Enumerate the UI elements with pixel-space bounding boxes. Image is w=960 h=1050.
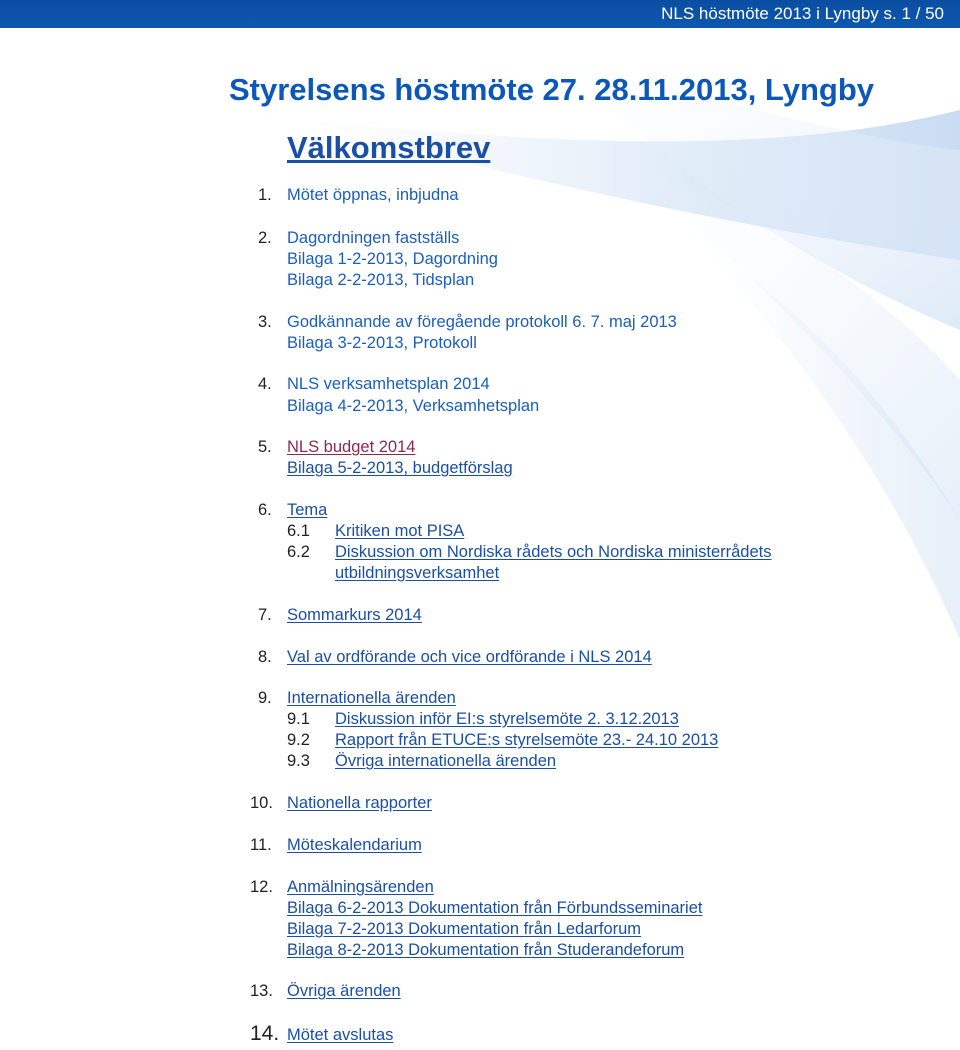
agenda-item-9-number: 9. [258,689,272,707]
attachment-link[interactable]: Bilaga 5-2-2013, budgetförslag [287,459,513,477]
agenda-item-6-link[interactable]: Tema [287,501,328,519]
agenda-item-2-title: Dagordningen fastställs [287,229,460,247]
header-text: NLS höstmöte 2013 i Lyngby s. 1 / 50 [661,4,944,23]
subitem-link[interactable]: Övriga internationella ärenden [335,752,557,770]
attachment-link[interactable]: Bilaga 2-2-2013, Tidsplan [287,271,475,289]
attachment-link[interactable]: Bilaga 8-2-2013 Dokumentation från Studerandeforum [287,941,685,959]
document-title: Styrelsens höstmöte 27. 28.11.2013, Lyngby [229,72,874,107]
agenda-item-7-link[interactable]: Sommarkurs 2014 [287,606,422,624]
agenda-item-14-link[interactable]: Mötet avslutas [287,1026,394,1044]
agenda-item-8-link[interactable]: Val av ordförande och vice ordförande i NLS 2014 [287,648,652,666]
agenda-item-5-link[interactable]: NLS budget 2014 [287,438,416,456]
agenda-item-13-link[interactable]: Övriga ärenden [287,982,401,1000]
subitem-number: 9.2 [287,731,310,749]
agenda-item-14-number: 14. [250,1022,280,1045]
agenda-item-3-title: Godkännande av föregående protokoll 6. 7. maj 2013 [287,313,677,331]
agenda-item-1-number: 1. [258,186,272,204]
agenda-item-13-number: 13. [250,982,273,1000]
agenda-item-4-number: 4. [258,375,272,393]
subitem-link-continued[interactable]: utbildningsverksamhet [335,564,500,582]
agenda-item-6-number: 6. [258,501,272,519]
subitem-link[interactable]: Diskussion om Nordiska rådets och Nordiska ministerrådets [335,543,772,561]
attachment-link[interactable]: Bilaga 3-2-2013, Protokoll [287,334,477,352]
attachment-link[interactable]: Bilaga 1-2-2013, Dagordning [287,250,498,268]
agenda-item-9-link[interactable]: Internationella ärenden [287,689,456,707]
agenda-item-2-number: 2. [258,229,272,247]
subitem-number: 9.1 [287,710,310,728]
header-bar [0,0,960,28]
agenda-item-5-number: 5. [258,438,272,456]
agenda-item-10-number: 10. [250,794,273,812]
agenda-item-11-number: 11. [250,836,272,854]
subtitle-link[interactable]: Välkomstbrev [287,130,491,165]
subitem-link[interactable]: Rapport från ETUCE:s styrelsemöte 23.- 24.10 2013 [335,731,719,749]
attachment-link[interactable]: Bilaga 4-2-2013, Verksamhetsplan [287,397,540,415]
subitem-link[interactable]: Kritiken mot PISA [335,522,465,540]
subitem-link[interactable]: Diskussion inför EI:s styrelsemöte 2. 3.12.2013 [335,710,679,728]
agenda-item-7-number: 7. [258,606,272,624]
agenda-item-12-link[interactable]: Anmälningsärenden [287,878,434,896]
attachment-link[interactable]: Bilaga 7-2-2013 Dokumentation från Ledarforum [287,920,642,938]
subitem-number: 6.1 [287,522,310,540]
agenda-item-4-title: NLS verksamhetsplan 2014 [287,375,490,393]
attachment-link[interactable]: Bilaga 6-2-2013 Dokumentation från Förbundsseminariet [287,899,703,917]
document-subtitle[interactable] [287,130,490,166]
subitem-number: 9.3 [287,752,310,770]
agenda-item-12-number: 12. [250,878,273,896]
agenda-item-3-number: 3. [258,313,272,331]
agenda-item-1-title: Mötet öppnas, inbjudna [287,186,459,204]
agenda-item-10-link[interactable]: Nationella rapporter [287,794,432,812]
agenda-item-11-link[interactable]: Möteskalendarium [287,836,422,854]
subitem-number: 6.2 [287,543,310,561]
agenda-item-8-number: 8. [258,648,272,666]
